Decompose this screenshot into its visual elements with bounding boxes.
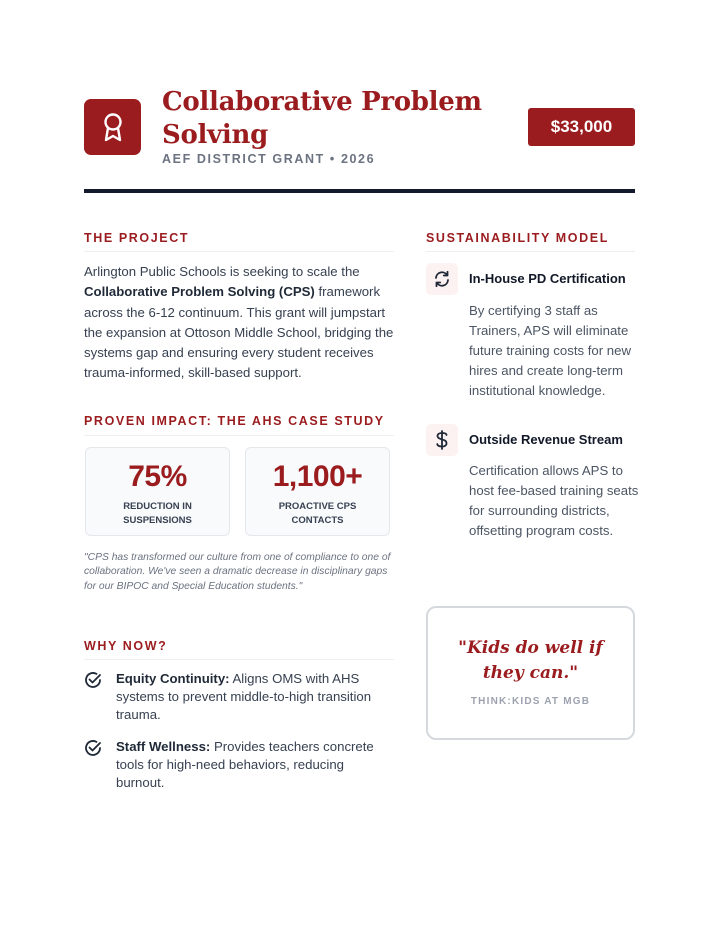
refresh-icon — [433, 270, 451, 288]
impact-divider — [84, 435, 394, 436]
stat-card-contacts — [245, 447, 390, 536]
stat-value: 75% — [128, 460, 187, 493]
quote-source: THINK:KIDS AT MGB — [470, 696, 591, 707]
why-item-text: Staff Wellness: Provides teachers concrete tools for high-need behaviors, reducing burnout. — [116, 739, 374, 790]
page-title: Collaborative Problem Solving — [162, 87, 482, 150]
stat-value: 1,100+ — [272, 460, 363, 493]
sustainability-item-title: Outside Revenue Stream — [469, 432, 623, 447]
mission-quote: "Kids do well if they can." — [458, 638, 603, 683]
mission-quote-card — [426, 606, 635, 740]
sustainability-heading: SUSTAINABILITY MODEL — [426, 231, 609, 245]
stat-label: PROACTIVE CPS CONTACTS — [278, 501, 357, 526]
page-subtitle: AEF DISTRICT GRANT • 2026 — [162, 152, 376, 166]
dollar-icon-box — [426, 424, 458, 456]
why-item-equity — [84, 670, 384, 724]
why-item-text: Equity Continuity: Aligns OMS with AHS systems to prevent middle-to-high transition trauma. — [116, 671, 372, 722]
award-ribbon-icon — [100, 111, 126, 143]
grant-logo — [84, 99, 141, 155]
sustainability-item-text: By certifying 3 staff as Trainers, APS will eliminate future training costs for new hires and create long-term institutional knowledge. — [469, 303, 631, 399]
sustainability-divider — [426, 251, 635, 252]
refresh-icon-box — [426, 263, 458, 295]
project-divider — [84, 251, 394, 252]
why-now-heading: WHY NOW? — [84, 639, 168, 653]
project-description: Arlington Public Schools is seeking to scale the Collaborative Problem Solving (CPS) framework across the 6-12 continuum. This grant will jumpstart the expansion at Ottoson Middle School, bridging the systems gap and ensuring every student receives trauma-informed, skill-based support. — [84, 264, 394, 381]
why-now-divider — [84, 659, 394, 660]
why-item-wellness — [84, 738, 384, 792]
dollar-sign-icon — [434, 430, 450, 450]
impact-heading: PROVEN IMPACT: THE AHS CASE STUDY — [84, 414, 385, 428]
stat-card-suspensions — [85, 447, 230, 536]
sustainability-item-text: Certification allows APS to host fee-based training seats for surrounding districts, offsetting program costs. — [469, 463, 639, 539]
case-study-quote: "CPS has transformed our culture from one of compliance to one of collaboration. We've seen a dramatic decrease in disciplinary gaps for our BIPOC and Special Education students." — [84, 552, 391, 592]
stat-label: REDUCTION IN SUSPENSIONS — [123, 501, 192, 526]
check-circle-icon — [84, 671, 102, 689]
grant-amount-badge: $33,000 — [528, 108, 635, 146]
header-divider — [84, 189, 635, 193]
project-heading: THE PROJECT — [84, 231, 190, 245]
check-circle-icon — [84, 739, 102, 757]
sustainability-item-title: In-House PD Certification — [469, 271, 626, 286]
